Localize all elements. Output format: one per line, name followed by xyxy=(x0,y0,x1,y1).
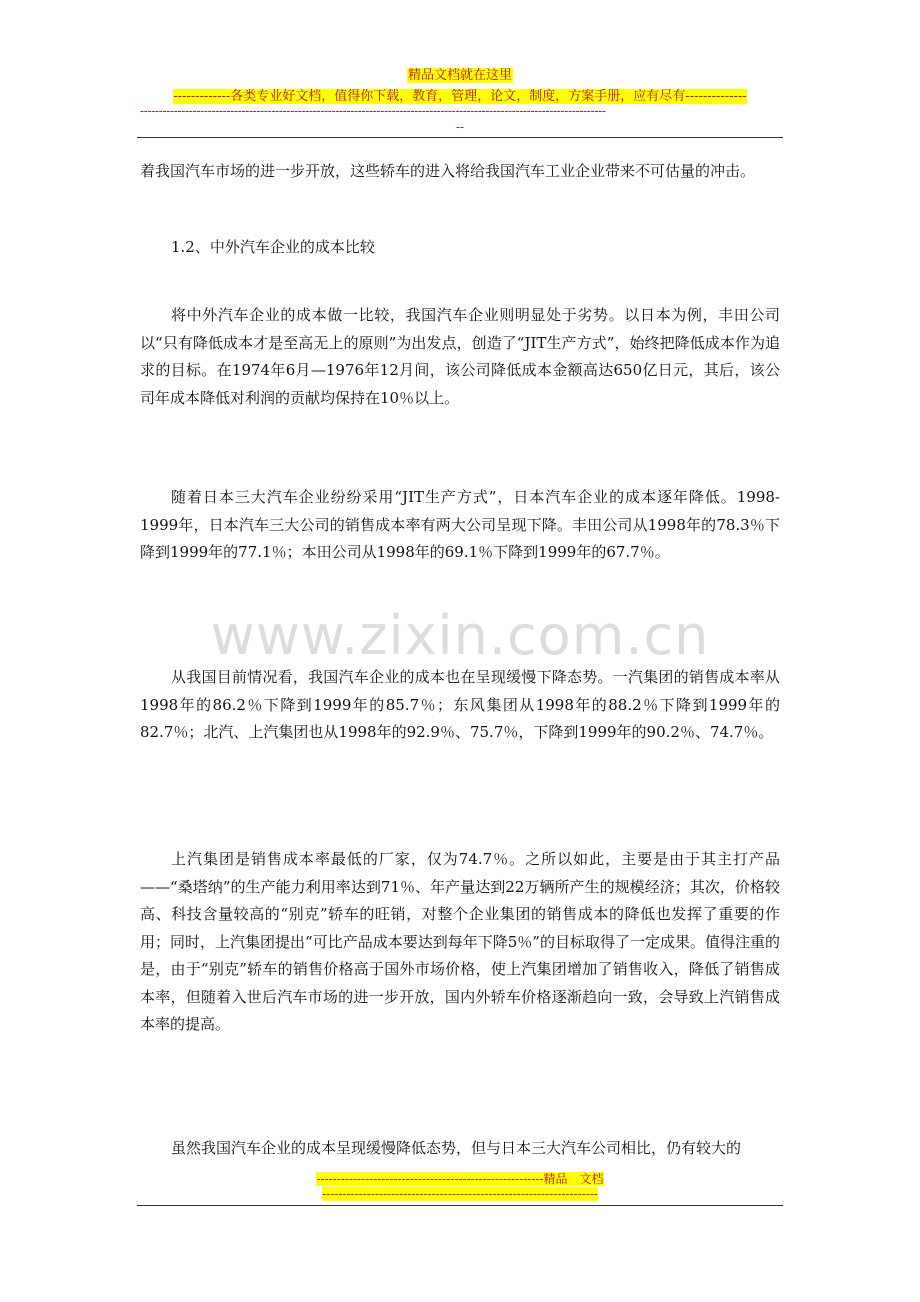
section-heading: 1.2、中外汽车企业的成本比较 xyxy=(171,238,375,256)
footer-divider xyxy=(137,1205,783,1206)
header-dash-line: ---------------------------------------------------------------------------------------------------------------------------- xyxy=(140,104,606,118)
header-divider xyxy=(137,137,783,138)
header-title: 精品文档就在这里 xyxy=(407,68,512,83)
watermark: www.zixin.com.cn xyxy=(210,604,710,667)
paragraph-2: 随着日本三大汽车企业纷纷采用“JIT生产方式”，日本汽车企业的成本逐年降低。1998-1999年，日本汽车三大公司的销售成本率有两大公司呈现下降。丰田公司从1998年的78.3％下降到1999年的77.1％；本田公司从1998年的69.1％下降到1999年的67.7％。 xyxy=(140,488,780,561)
footer-dash-line: -------------------------------------------------------------------- xyxy=(322,1187,598,1201)
paragraph-3: 从我国目前情况看，我国汽车企业的成本也在呈现缓慢下降态势。一汽集团的销售成本率从1998年的86.2％下降到1999年的85.7％；东风集团从1998年的88.2％下降到1999年的82.7％；北汽、上汽集团也从1998年的92.9％、75.7％，下降到1999年的90.2％、74.7％。 xyxy=(140,668,780,741)
paragraph-1: 将中外汽车企业的成本做一比较，我国汽车企业则明显处于劣势。以日本为例，丰田公司以“只有降低成本才是至高无上的原则”为出发点，创造了“JIT生产方式”，始终把降低成本作为追求的目标。在1974年6月—1976年12月间，该公司降低成本金额高达650亿日元，其后，该公司年成本降低对利润的贡献均保持在10％以上。 xyxy=(140,306,780,407)
paragraph-continued: 着我国汽车市场的进一步开放，这些轿车的进入将给我国汽车工业企业带来不可估量的冲击。 xyxy=(140,162,756,180)
header-dash-tail: -- xyxy=(455,120,465,134)
paragraph-5: 虽然我国汽车企业的成本呈现缓慢降低态势，但与日本三大汽车公司相比，仍有较大的 xyxy=(171,1139,742,1157)
footer-label: --------------------------------------------------------精品 文档 xyxy=(316,1172,604,1186)
header-subtitle: -------------各类专业好文档，值得你下载，教育，管理，论文，制度，方案手册，应有尽有-------------- xyxy=(173,89,747,104)
paragraph-4: 上汽集团是销售成本率最低的厂家，仅为74.7％。之所以如此，主要是由于其主打产品——“桑塔纳”的生产能力利用率达到71％、年产量达到22万辆所产生的规模经济；其次，价格较高、科技含量较高的“别克”轿车的旺销，对整个企业集团的销售成本的降低也发挥了重要的作用；同时，上汽集团提出“可比产品成本要达到每年下降5％”的目标取得了一定成果。值得注重的是，由于“别克”轿车的销售价格高于国外市场价格，使上汽集团增加了销售收入，降低了销售成本率，但随着入世后汽车市场的进一步开放，国内外轿车价格逐渐趋向一致，会导致上汽销售成本率的提高。 xyxy=(140,850,780,1033)
